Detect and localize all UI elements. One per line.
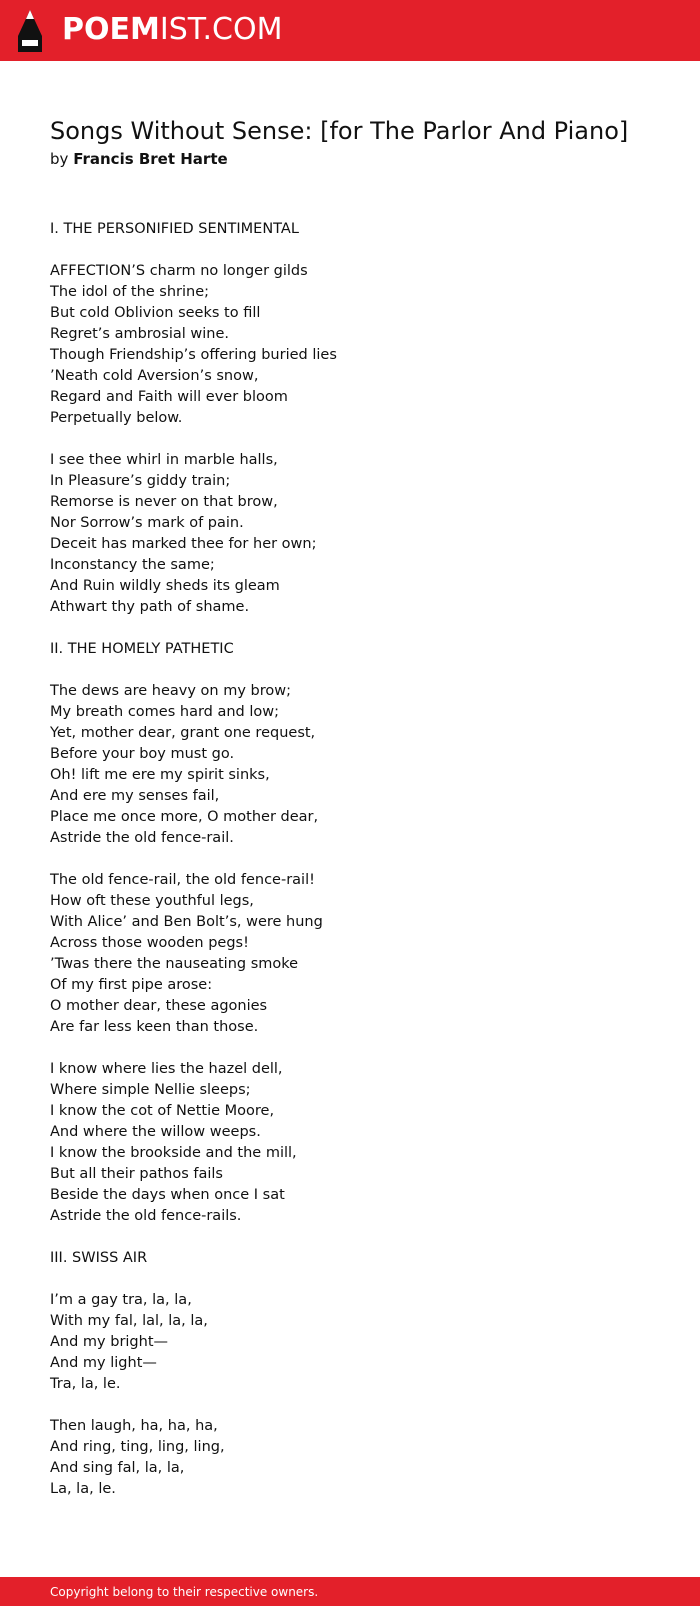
poem-line: The idol of the shrine;: [50, 284, 210, 300]
stanza-break: [50, 429, 650, 450]
poem-line: With Alice’ and Ben Bolt’s, were hung: [50, 914, 323, 930]
poem-line: Tra, la, le.: [50, 1376, 121, 1392]
stanza-break: [50, 660, 650, 681]
poem-line: And my bright—: [50, 1334, 169, 1350]
poem-line: Regard and Faith will ever bloom: [50, 389, 288, 405]
poem-line: I’m a gay tra, la, la,: [50, 1292, 192, 1308]
poem-line: The old fence-rail, the old fence-rail!: [50, 872, 315, 888]
poem-line: In Pleasure’s giddy train;: [50, 473, 231, 489]
author-name: Francis Bret Harte: [73, 150, 228, 168]
poem-line: Perpetually below.: [50, 410, 183, 426]
poem-line: AFFECTION’S charm no longer gilds: [50, 263, 308, 279]
poem-line: ’Neath cold Aversion’s snow,: [50, 368, 259, 384]
poem-line: III. SWISS AIR: [50, 1250, 148, 1266]
poem-line: My breath comes hard and low;: [50, 704, 280, 720]
poem-line: But all their pathos fails: [50, 1166, 223, 1182]
poem-line: II. THE HOMELY PATHETIC: [50, 641, 234, 657]
poem-line: I know where lies the hazel dell,: [50, 1061, 283, 1077]
poem-line: ’Twas there the nauseating smoke: [50, 956, 299, 972]
poem-title: Songs Without Sense: [for The Parlor And Piano]: [50, 117, 629, 145]
poem-line: And Ruin wildly sheds its gleam: [50, 578, 280, 594]
poem-line: Of my first pipe arose:: [50, 977, 213, 993]
poem-line: O mother dear, these agonies: [50, 998, 268, 1014]
poem-line: Astride the old fence-rail.: [50, 830, 234, 846]
poem-line: I. THE PERSONIFIED SENTIMENTAL: [50, 221, 299, 237]
poem-line: Across those wooden pegs!: [50, 935, 249, 951]
poem-body: [50, 219, 650, 1500]
poem-line: Where simple Nellie sleeps;: [50, 1082, 251, 1098]
logo-brand-bold: POEM: [62, 12, 160, 47]
poem-line: Then laugh, ha, ha, ha,: [50, 1418, 218, 1434]
poem-line: Athwart thy path of shame.: [50, 599, 250, 615]
poem-line: Though Friendship’s offering buried lies: [50, 347, 337, 363]
logo-brand-light: IST.COM: [159, 12, 283, 47]
copyright-text: Copyright belong to their respective owners.: [50, 1585, 319, 1599]
poem-line: And where the willow weeps.: [50, 1124, 261, 1140]
stanza-break: [50, 849, 650, 870]
stanza-break: [50, 618, 650, 639]
poem-line: Inconstancy the same;: [50, 557, 215, 573]
poem-line: And sing fal, la, la,: [50, 1460, 185, 1476]
pencil-icon[interactable]: [18, 10, 42, 52]
poem-line: Place me once more, O mother dear,: [50, 809, 319, 825]
poem-line: I know the brookside and the mill,: [50, 1145, 297, 1161]
poem-line: Oh! lift me ere my spirit sinks,: [50, 767, 270, 783]
poem-line: I know the cot of Nettie Moore,: [50, 1103, 275, 1119]
poem-line: I see thee whirl in marble halls,: [50, 452, 278, 468]
site-header: [0, 0, 700, 61]
stanza-break: [50, 1269, 650, 1290]
stanza-break: [50, 240, 650, 261]
site-logo[interactable]: [62, 12, 282, 48]
poem-line: Deceit has marked thee for her own;: [50, 536, 317, 552]
poem-line: Before your boy must go.: [50, 746, 235, 762]
poem-line: Nor Sorrow’s mark of pain.: [50, 515, 244, 531]
stanza-break: [50, 1227, 650, 1248]
poem-line: La, la, le.: [50, 1481, 116, 1497]
poem-line: Beside the days when once I sat: [50, 1187, 285, 1203]
poem-line: Regret’s ambrosial wine.: [50, 326, 230, 342]
poem-line: Yet, mother dear, grant one request,: [50, 725, 316, 741]
poem-line: How oft these youthful legs,: [50, 893, 254, 909]
site-footer: [0, 1577, 700, 1606]
by-label: by: [50, 150, 69, 168]
poem-line: But cold Oblivion seeks to fill: [50, 305, 261, 321]
stanza-break: [50, 1395, 650, 1416]
stanza-break: [50, 1038, 650, 1059]
poem-line: And my light—: [50, 1355, 157, 1371]
poem-byline: [50, 149, 228, 169]
poem-line: Are far less keen than those.: [50, 1019, 259, 1035]
poem-line: Astride the old fence-rails.: [50, 1208, 242, 1224]
poem-line: Remorse is never on that brow,: [50, 494, 278, 510]
poem-line: And ere my senses fail,: [50, 788, 220, 804]
poem-line: The dews are heavy on my brow;: [50, 683, 291, 699]
poem-line: With my fal, lal, la, la,: [50, 1313, 208, 1329]
poem-line: And ring, ting, ling, ling,: [50, 1439, 225, 1455]
